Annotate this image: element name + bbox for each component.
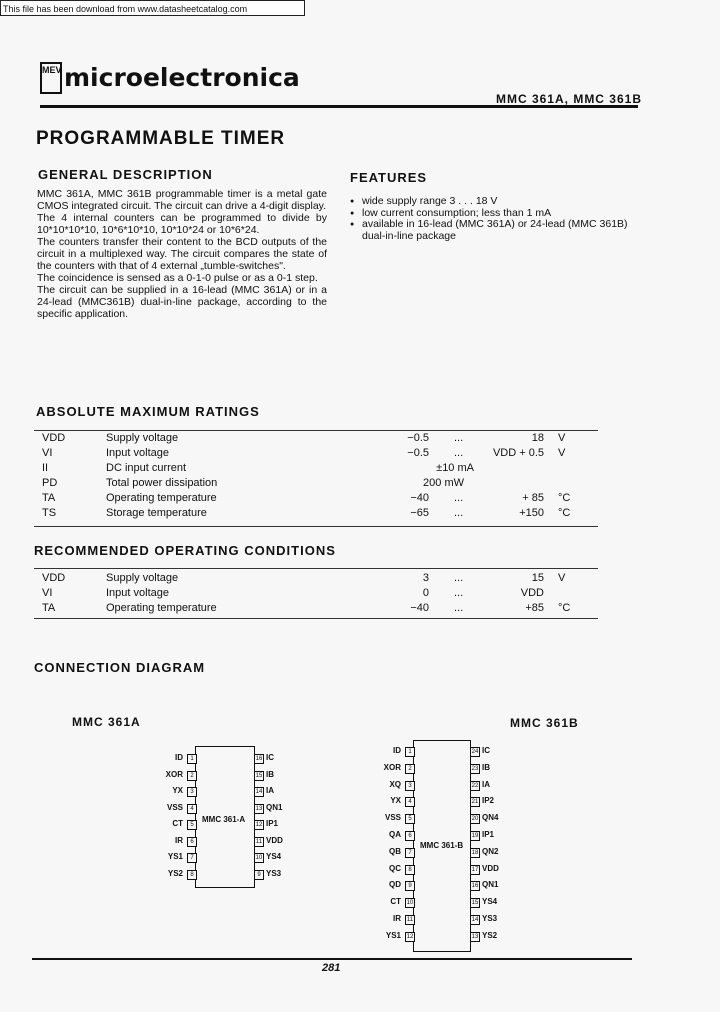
symbol: II [42,462,49,474]
chip-b-pin-label: QC [389,863,401,873]
chip-b-pin-label: YS4 [482,897,498,907]
features-list [350,196,636,242]
chip-b-pin-label: IR [393,914,401,923]
chip-a-pin-label: YS3 [266,868,282,878]
chip-b-pin-number: 11 [406,917,414,923]
chip-a-pin-number: 10 [255,855,263,861]
chip-a-pin-label: QN1 [266,802,283,812]
chip-b-pin-number: 12 [406,933,414,940]
table-row [34,572,598,587]
chip-a-pin-number: 1 [187,754,197,764]
chip-b-pin-number: 14 [471,917,479,923]
chip-a-pin-label: IA [266,786,274,795]
range-dots: ... [454,602,464,614]
chip-b-pin-label: QB [389,846,401,856]
chip-b-pin-number: 13 [471,933,479,940]
max-value: +85 [525,602,544,614]
feature-item: ● wide supply range 3 . . . 18 V [350,196,636,208]
chip-a-pin-label: YS2 [167,868,183,878]
chip-b-pin-label: IP1 [482,830,495,839]
chip-a-package [195,746,255,888]
table-row [34,447,598,462]
table-rule [34,526,598,527]
unit: V [558,432,566,444]
table-row [34,462,598,477]
max-value: VDD [520,587,544,599]
chip-a-pin-number: 12 [255,822,263,828]
chip-b-pin-number: 5 [405,814,415,824]
chip-a-pin-number: 2 [187,771,197,781]
recommended-heading: RECOMMENDED OPERATING CONDITIONS [34,543,336,558]
footer-rule [32,958,632,960]
unit: V [558,572,566,584]
description: Operating temperature [106,602,217,614]
page-number: 281 [322,962,341,974]
max-value: 15 [531,572,544,584]
min-value: −0.5 [407,432,429,444]
range-dots: ... [454,572,464,584]
chip-b-pin-label: YX [390,796,401,806]
max-value: 18 [531,432,544,444]
chip-b-pin-label: XOR [383,762,401,772]
company-logo: microelectronica [64,63,300,92]
chip-a-pin-label: XOR [165,769,183,779]
min-value: 0 [422,587,429,599]
chip-a-pin-number: 4 [187,804,197,814]
chip-a-pin-number: 16 [255,756,263,762]
range-dots: ... [454,432,464,444]
range-dots: ... [454,492,464,504]
symbol: VDD [42,572,66,584]
description: Storage temperature [106,507,207,519]
chip-a-pin-label: VDD [266,835,283,845]
absolute-max-heading: ABSOLUTE MAXIMUM RATINGS [36,404,260,419]
description: Input voltage [106,587,169,599]
table-row [34,507,598,522]
chip-a-pin-number: 13 [255,805,263,812]
chip-b-pin-number: 19 [471,833,479,839]
recommended-table [34,572,598,617]
table-row [34,587,598,602]
description-paragraph: The coincidence is sensed as a 0-1-0 pulse or as a 0-1 step. [37,272,318,284]
symbol: TS [42,507,57,519]
chip-b-label: MMC 361-B [420,841,464,850]
chip-b-package [413,740,471,952]
chip-a-pin-number: 8 [187,870,197,880]
table-row [34,477,598,492]
chip-b-pin-number: 20 [471,816,479,823]
symbol: TA [42,602,56,614]
table-rule [34,618,598,619]
chip-a-pin-label: YX [172,786,183,795]
chip-b-pin-label: IB [482,762,490,772]
chip-a-pin-label: CT [172,819,183,828]
chip-b-pin-label: ID [393,746,401,755]
chip-b-pin-label: YS3 [482,914,498,923]
chip-a-pin-label: IC [266,753,274,762]
table-row [34,432,598,447]
chip-b-pin-label: XQ [389,779,401,789]
description: Input voltage [106,447,169,459]
features-heading: FEATURES [350,170,428,185]
chip-b-pin-label: QD [389,880,401,890]
unit: V [558,447,566,459]
chip-b-pin-number: 7 [405,848,415,858]
chip-a-pin-label: IR [175,835,183,845]
description: Operating temperature [106,492,217,504]
chip-a-pin-number: 6 [187,837,197,847]
range-dots: ... [454,507,464,519]
min-value: 3 [422,572,429,584]
chip-b-pin-label: QA [389,830,401,839]
chip-b-pin-number: 4 [405,797,415,807]
chip-b-pin-number: 21 [471,799,479,806]
range-dots: ... [454,447,464,459]
chip-b-pin-label: IC [482,746,490,755]
symbol: PD [42,477,58,489]
min-value: −40 [410,602,429,614]
chip-b-pin-number: 22 [471,782,479,789]
symbol: VI [42,587,53,599]
chip-b-pin-number: 1 [405,747,415,757]
chip-a-pin-label: ID [175,753,183,762]
chip-a-pin-label: IP1 [266,819,279,828]
symbol: TA [42,492,56,504]
chip-b-pin-label: QN4 [482,813,499,823]
chip-b-pin-label: QN2 [482,846,499,856]
description-paragraph: The circuit can be supplied in a 16-lead (MMC 361A) or in a 24-lead (MMC361B) dual-in-line package, according to the specific application. [37,284,327,320]
chip-b-pin-number: 6 [405,831,415,841]
chip-b-pin-label: VDD [482,863,499,873]
chip-b-pin-number: 10 [406,900,414,907]
description: DC input current [106,462,187,474]
description: Supply voltage [106,432,179,444]
description-paragraph: MMC 361A, MMC 361B programmable timer is a metal gate CMOS integrated circuit. The circuit can drive a 4-digit display. [37,188,327,212]
unit: °C [558,507,571,519]
min-value: −40 [410,492,429,504]
chip-b-pin-number: 23 [471,765,479,772]
chip-b-pin-label: YS1 [385,930,401,940]
chip-a-pin-number: 3 [187,787,197,797]
chip-b-pin-label: QN1 [482,880,499,890]
chip-b-pin-number: 18 [471,849,479,856]
part-numbers: MMC 361A, MMC 361B [495,92,642,106]
max-value: + 85 [522,492,544,504]
chip-a-label: MMC 361-A [202,815,246,824]
chip-a-pin-number: 11 [255,838,263,845]
chip-a-pin-label: VSS [166,802,183,812]
logo-mark: MEV [40,62,62,94]
chip-a-pin-number: 15 [255,772,263,779]
min-value: −65 [410,507,429,519]
chip-a-pin-label: YS4 [266,852,282,861]
unit: °C [558,602,571,614]
chip-b-pin-number: 8 [405,865,415,875]
general-description-text [37,188,327,320]
feature-item: ● low current consumption; less than 1 mA [350,208,636,220]
connection-diagram-heading: CONNECTION DIAGRAM [34,660,206,675]
table-rule [34,568,598,569]
table-rule [34,430,598,431]
chip-a-name: MMC 361A [72,715,141,729]
chip-b-pin-label: IA [482,779,490,789]
min-value: ±10 mA [436,462,474,474]
chip-a-pin-label: YS1 [167,852,183,861]
max-value: VDD + 0.5 [492,447,544,459]
max-value: +150 [519,507,544,519]
absolute-max-table [34,432,598,522]
feature-item: ● available in 16-lead (MMC 361A) or 24-lead (MMC 361B) dual-in-line package [350,219,636,242]
description: Supply voltage [106,572,179,584]
description-paragraph: The 4 internal counters can be programmed to divide by 10*10*10*10, 10*6*10*10, 10*10*24 or 10*6*24. [37,212,327,236]
chip-b-pin-number: 9 [405,881,415,891]
unit: °C [558,492,571,504]
chip-b-pin-number: 16 [471,883,479,890]
chip-b-pin-number: 17 [471,866,479,873]
chip-b-pin-number: 3 [405,781,415,791]
chip-b-pin-number: 2 [405,764,415,774]
chip-a-pin-number: 7 [187,853,197,863]
chip-a-pin-number: 5 [187,820,197,830]
chip-a-pin-number: 14 [255,789,263,795]
page-title: PROGRAMMABLE TIMER [36,128,286,149]
min-value: 200 mW [423,477,464,489]
symbol: VDD [42,432,66,444]
chip-b-name: MMC 361B [510,716,579,730]
chip-b-pin-label: VSS [384,813,401,823]
chip-b-pin-label: YS2 [482,930,498,940]
range-dots: ... [454,587,464,599]
description: Total power dissipation [106,477,218,489]
download-banner: This file has been download from www.datasheetcatalog.com [0,0,305,16]
table-row [34,492,598,507]
chip-b-pin-number: 15 [471,900,479,907]
general-description-heading: GENERAL DESCRIPTION [38,167,213,182]
chip-a-pin-number: 9 [254,870,264,880]
symbol: VI [42,447,53,459]
chip-a-pin-label: IB [266,769,274,779]
chip-b-pin-label: IP2 [482,796,495,806]
chip-b-pin-label: CT [390,897,401,907]
min-value: −0.5 [407,447,429,459]
chip-b-pin-number: 24 [471,749,479,755]
table-row [34,602,598,617]
description-paragraph: The counters transfer their content to the BCD outputs of the circuit in a multiplexed way. The circuit compares the state of the counters with that of 4 external „tumble-switches". [37,236,327,272]
